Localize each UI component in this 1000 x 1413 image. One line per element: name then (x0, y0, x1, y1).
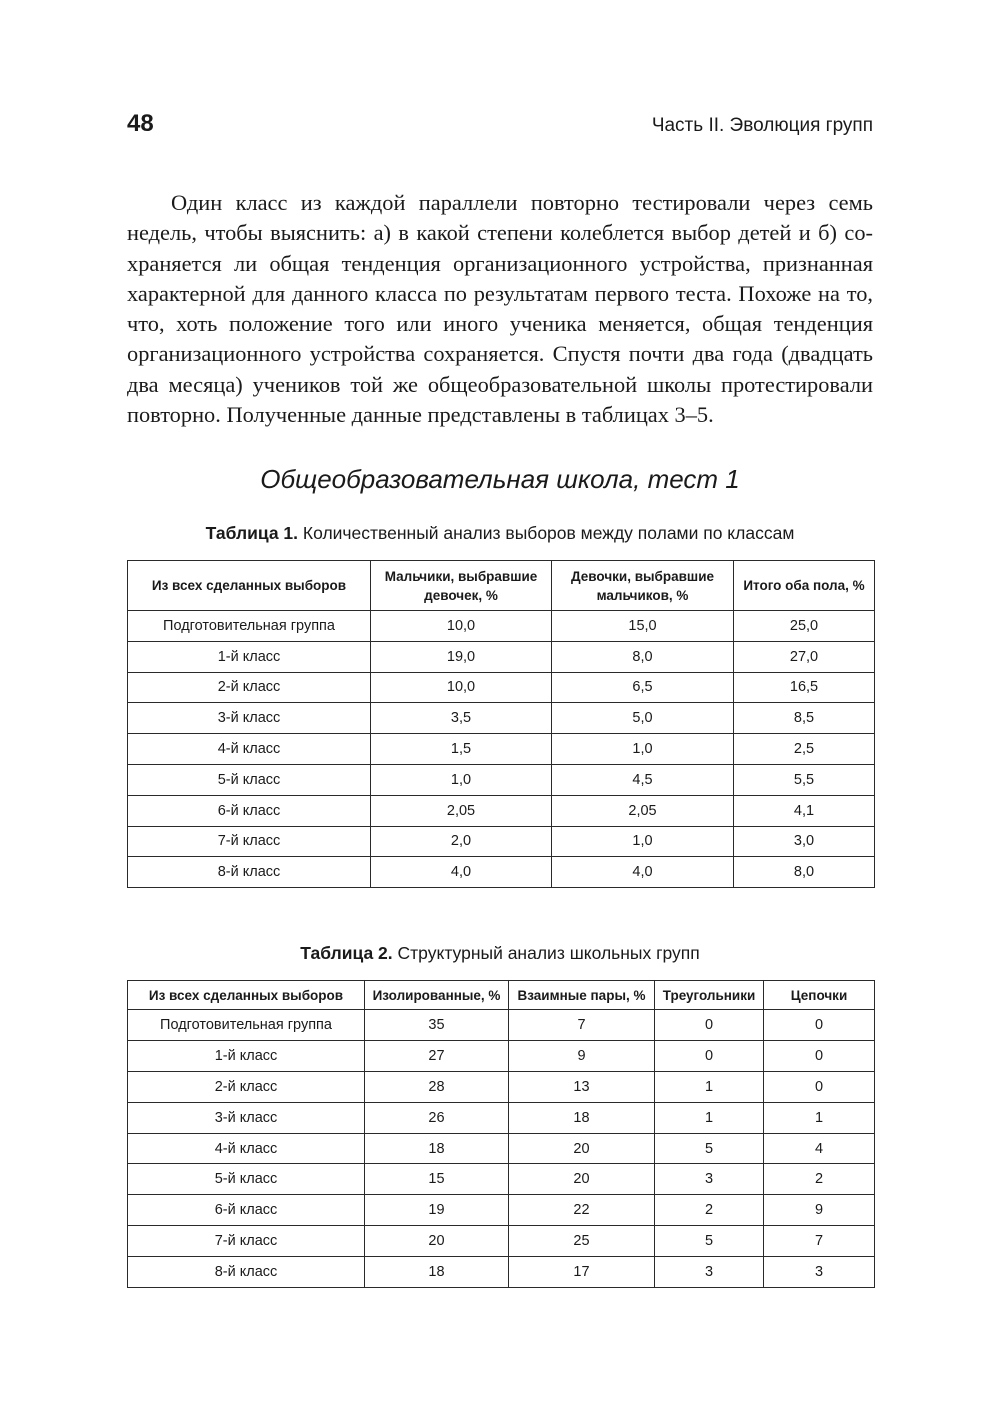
table-header-row (128, 561, 875, 611)
table-cell: 25 (509, 1226, 655, 1257)
table-row (128, 641, 875, 672)
table-cell: 4,5 (552, 764, 734, 795)
table-cell: 8,0 (734, 857, 875, 888)
table-cell: 2 (764, 1164, 875, 1195)
table-cell: 25,0 (734, 611, 875, 642)
table-cell: 20 (509, 1133, 655, 1164)
table-cell: 8,5 (734, 703, 875, 734)
table-2 (127, 980, 875, 1288)
table-row (128, 795, 875, 826)
table-cell: 3 (655, 1164, 764, 1195)
table-cell: 18 (365, 1257, 509, 1288)
column-header: Девочки, выбравшие мальчиков, % (552, 561, 734, 611)
table-cell: 35 (365, 1010, 509, 1041)
table-row (128, 1071, 875, 1102)
table-cell: 7 (764, 1226, 875, 1257)
table-cell: 10,0 (371, 672, 552, 703)
row-label: 1-й класс (128, 1040, 365, 1071)
table-cell: 7 (509, 1010, 655, 1041)
table-cell: 5 (655, 1133, 764, 1164)
running-head: Часть II. Эволюция групп (651, 115, 873, 136)
row-label: 3-й класс (128, 1102, 365, 1133)
table-cell: 4 (764, 1133, 875, 1164)
section-heading: Общеобразовательная школа, тест 1 (260, 464, 740, 494)
table-cell: 5 (655, 1226, 764, 1257)
table-row (128, 703, 875, 734)
row-label: 6-й класс (128, 1195, 365, 1226)
table-cell: 1,0 (552, 826, 734, 857)
table-row (128, 857, 875, 888)
table-row (128, 1257, 875, 1288)
table-row (128, 1133, 875, 1164)
table-cell: 28 (365, 1071, 509, 1102)
table-1-caption-text: Количественный анализ выборов между полами по классам (302, 523, 795, 543)
row-label: 5-й класс (128, 1164, 365, 1195)
table-cell: 0 (764, 1010, 875, 1041)
column-header: Мальчики, выбравшие девочек, % (371, 561, 552, 611)
page-number: 48 (127, 110, 154, 137)
column-header: Взаимные пары, % (509, 981, 655, 1010)
table-row (128, 1040, 875, 1071)
table-row (128, 672, 875, 703)
table-cell: 27 (365, 1040, 509, 1071)
table-cell: 3,5 (371, 703, 552, 734)
body-paragraph: Один класс из каждой параллели повторно тестировали через семь недель, чтобы выяснить: а) в какой степени колеблется выбор детей и б) сохраняется ли общая тенденция организационного устройства, признанная характерной для данного класса по результатам первого теста. Похоже на то, что, хоть положение того или иного ученика меняется, общая тенденция организационного устройства сохраняется. Спустя почти два года (двадцать два месяца) учеников той же общеобразовательной школы протестировали повторно. Полученные данные представлены в таблицах 3–5. (127, 190, 873, 428)
table-cell: 0 (764, 1040, 875, 1071)
table-1-label: Таблица 1. (205, 523, 299, 543)
table-cell: 22 (509, 1195, 655, 1226)
table-cell: 19 (365, 1195, 509, 1226)
table-cell: 6,5 (552, 672, 734, 703)
table-cell: 1 (764, 1102, 875, 1133)
table-cell: 17 (509, 1257, 655, 1288)
row-label: 2-й класс (128, 672, 371, 703)
table-header-row (128, 981, 875, 1010)
table-row (128, 1164, 875, 1195)
table-cell: 2,05 (371, 795, 552, 826)
column-header: Треугольники (655, 981, 764, 1010)
table-cell: 18 (365, 1133, 509, 1164)
table-cell: 2,0 (371, 826, 552, 857)
table-cell: 3,0 (734, 826, 875, 857)
column-header: Из всех сделанных выборов (128, 561, 371, 611)
row-label: 7-й класс (128, 826, 371, 857)
table-row (128, 1010, 875, 1041)
table-cell: 27,0 (734, 641, 875, 672)
table-cell: 8,0 (552, 641, 734, 672)
table-cell: 3 (764, 1257, 875, 1288)
table-cell: 15 (365, 1164, 509, 1195)
table-cell: 4,0 (371, 857, 552, 888)
column-header: Из всех сделанных выборов (128, 981, 365, 1010)
table-2-label: Таблица 2. (300, 943, 393, 963)
table-cell: 4,1 (734, 795, 875, 826)
table-cell: 1,5 (371, 734, 552, 765)
table-cell: 19,0 (371, 641, 552, 672)
column-header: Цепочки (764, 981, 875, 1010)
table-cell: 2,5 (734, 734, 875, 765)
table-cell: 5,5 (734, 764, 875, 795)
column-header: Изолированные, % (365, 981, 509, 1010)
row-label: 6-й класс (128, 795, 371, 826)
table-row (128, 764, 875, 795)
row-label: 7-й класс (128, 1226, 365, 1257)
table-cell: 2,05 (552, 795, 734, 826)
table-cell: 10,0 (371, 611, 552, 642)
table-cell: 20 (509, 1164, 655, 1195)
table-cell: 9 (764, 1195, 875, 1226)
table-cell: 13 (509, 1071, 655, 1102)
table-row (128, 611, 875, 642)
row-label: 3-й класс (128, 703, 371, 734)
table-cell: 15,0 (552, 611, 734, 642)
table-1 (127, 560, 875, 888)
table-cell: 1 (655, 1071, 764, 1102)
table-1-caption (0, 523, 1000, 544)
table-cell: 16,5 (734, 672, 875, 703)
table-2-caption-text: Структурный анализ школьных групп (397, 943, 700, 963)
row-label: 4-й класс (128, 1133, 365, 1164)
row-label: 1-й класс (128, 641, 371, 672)
table-row (128, 1102, 875, 1133)
row-label: 8-й класс (128, 1257, 365, 1288)
table-cell: 2 (655, 1195, 764, 1226)
row-label: Подготовительная группа (128, 1010, 365, 1041)
table-row (128, 1226, 875, 1257)
table-cell: 3 (655, 1257, 764, 1288)
table-row (128, 826, 875, 857)
row-label: 8-й класс (128, 857, 371, 888)
table-row (128, 734, 875, 765)
table-cell: 0 (655, 1040, 764, 1071)
table-cell: 26 (365, 1102, 509, 1133)
table-cell: 18 (509, 1102, 655, 1133)
table-cell: 0 (655, 1010, 764, 1041)
table-cell: 4,0 (552, 857, 734, 888)
table-row (128, 1195, 875, 1226)
table-cell: 9 (509, 1040, 655, 1071)
column-header: Итого оба пола, % (734, 561, 875, 611)
table-cell: 1 (655, 1102, 764, 1133)
row-label: 5-й класс (128, 764, 371, 795)
row-label: Подготовительная группа (128, 611, 371, 642)
table-cell: 1,0 (371, 764, 552, 795)
table-cell: 1,0 (552, 734, 734, 765)
table-cell: 20 (365, 1226, 509, 1257)
table-cell: 0 (764, 1071, 875, 1102)
table-cell: 5,0 (552, 703, 734, 734)
table-2-caption (0, 943, 1000, 964)
row-label: 4-й класс (128, 734, 371, 765)
row-label: 2-й класс (128, 1071, 365, 1102)
